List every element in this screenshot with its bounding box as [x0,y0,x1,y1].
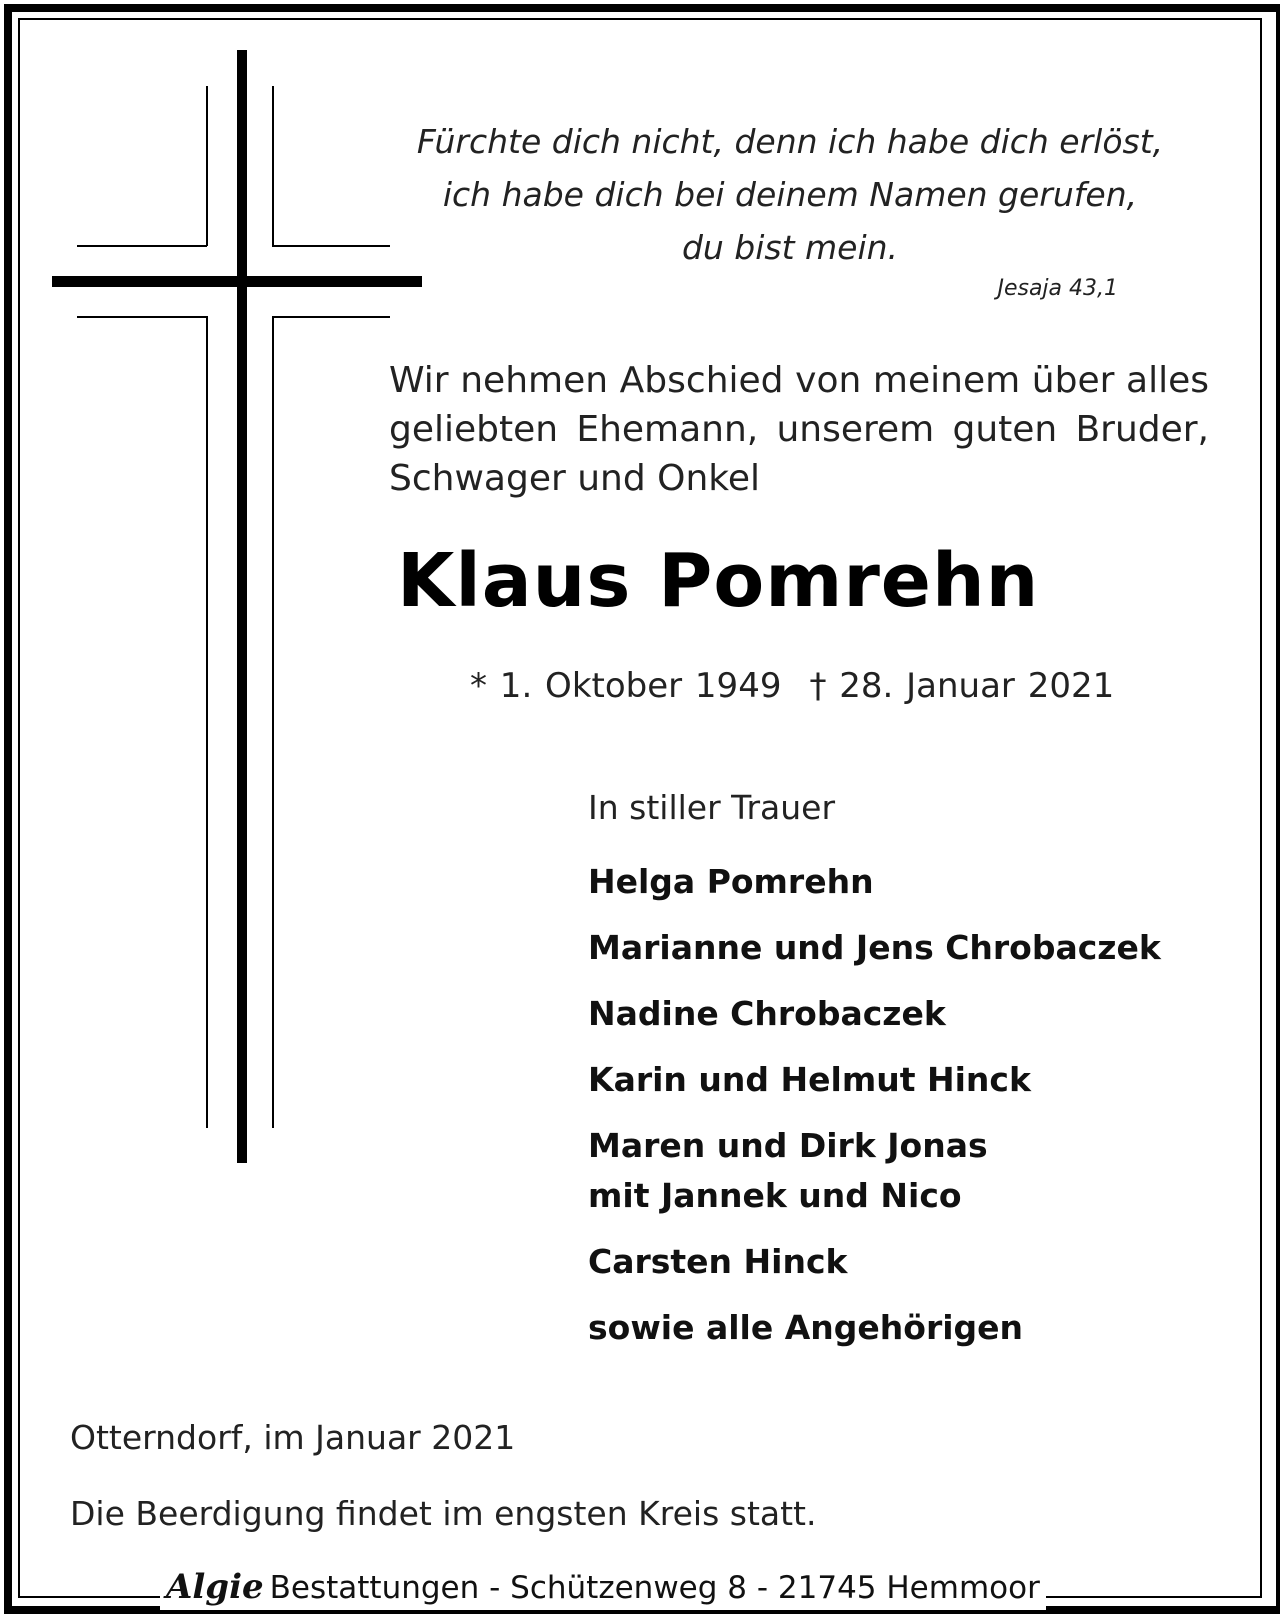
verse-line: Fürchte dich nicht, denn ich habe dich erlöst, [416,122,1164,161]
birth-date: * 1. Oktober 1949 [470,666,782,706]
mourner-name: Nadine Chrobaczek [588,994,946,1033]
life-dates [470,666,1142,706]
funeral-home-footer [160,1565,1046,1610]
verse-reference: Jesaja 43,1 [997,276,1118,301]
mourning-label: In stiller Trauer [588,788,836,827]
mourner-name: Maren und Dirk Jonas [588,1126,988,1165]
funeral-home-logo: Algie [166,1567,264,1607]
funeral-home-address: Bestattungen - Schützenweg 8 - 21745 Hemmoor [269,1570,1040,1606]
mourner-name: Marianne und Jens Chrobaczek [588,928,1161,967]
mourner-name: mit Jannek und Nico [588,1176,962,1215]
deceased-name: Klaus Pomrehn [397,538,1040,624]
mourners-list [588,862,1161,1374]
funeral-note: Die Beerdigung findet im engsten Kreis statt. [70,1494,817,1533]
mourner-name: sowie alle Angehörigen [588,1308,1024,1347]
verse-line: ich habe dich bei deinem Namen gerufen, [442,175,1138,214]
place-date: Otterndorf, im Januar 2021 [70,1418,516,1457]
mourner-name: Carsten Hinck [588,1242,848,1281]
mourner-name: Karin und Helmut Hinck [588,1060,1031,1099]
bible-verse [370,115,1210,274]
mourner-name: Helga Pomrehn [588,862,874,901]
death-date: † 28. Januar 2021 [809,666,1115,706]
verse-line: du bist mein. [681,228,899,267]
intro-text: Wir nehmen Abschied von meinem über alles geliebten Ehemann, unserem guten Bruder, Schwager und Onkel [389,360,1209,499]
